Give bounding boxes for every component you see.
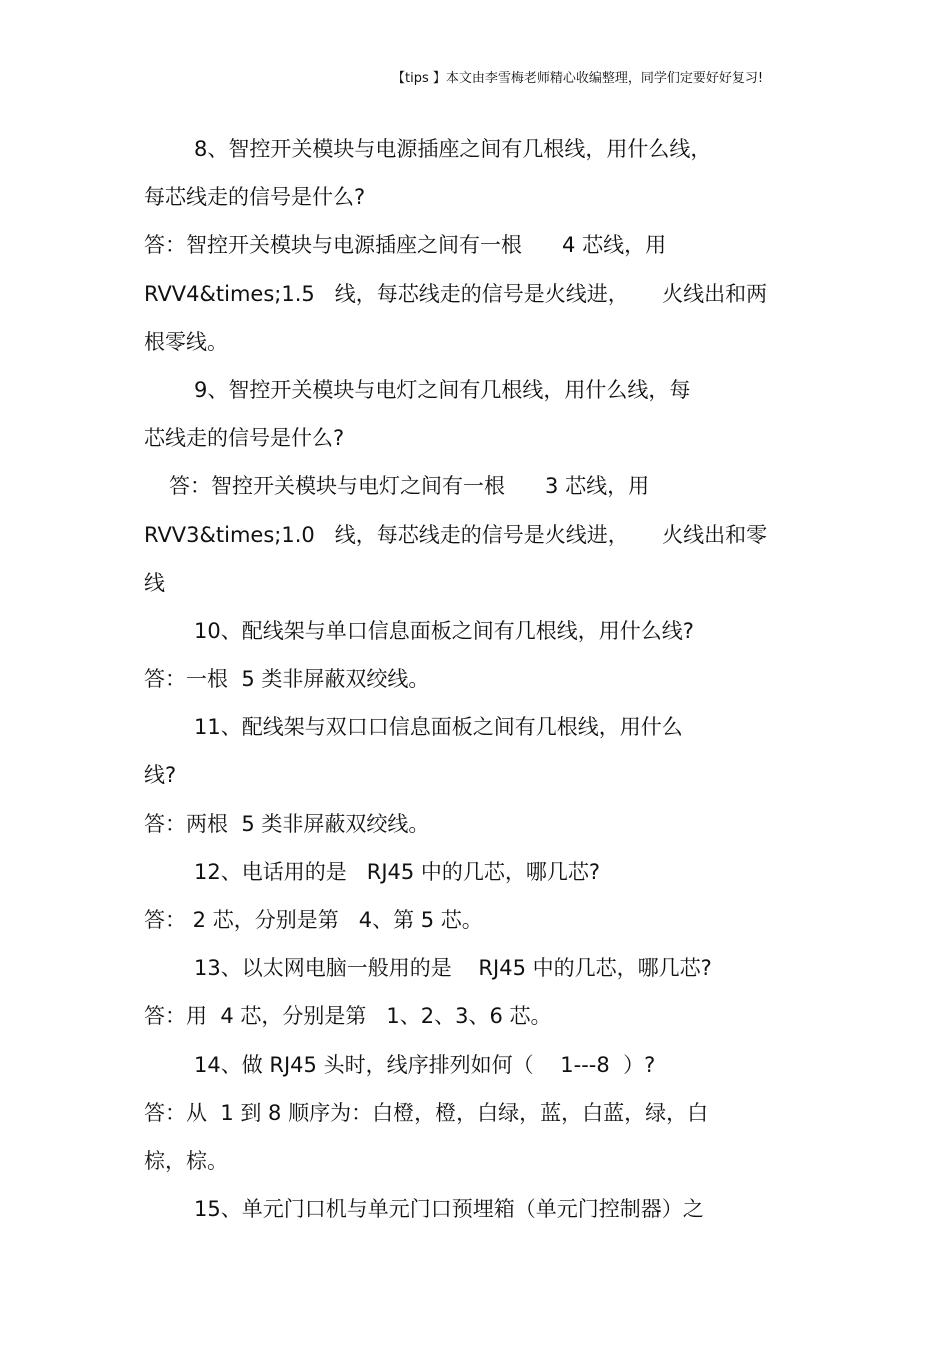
answer-8-line-1: 答：智控开关模块与电源插座之间有一根 4 芯线，用 [144,233,667,258]
document-body [144,125,804,1233]
answer-14-line-1: 答：从 1 到 8 顺序为：白橙，橙，白绿，蓝，白蓝，绿，白 [144,1100,709,1125]
answer-8-line-2: RVV4&times;1.5 线，每芯线走的信号是火线进， 火线出和两 [144,281,768,306]
answer-8-line-3: 根零线。 [144,329,228,354]
answer-9-line-3: 线 [144,570,165,595]
answer-11: 答：两根 5 类非屏蔽双绞线。 [144,811,430,836]
question-10: 10、配线架与单口信息面板之间有几根线，用什么线? [194,618,694,643]
answer-9-line-1: 答：智控开关模块与电灯之间有一根 3 芯线，用 [169,474,650,499]
question-9-line-2: 芯线走的信号是什么? [144,426,345,451]
question-8-line-1: 8、智控开关模块与电源插座之间有几根线，用什么线， [194,137,712,161]
question-13: 13、以太网电脑一般用的是 RJ45 中的几芯，哪几芯? [194,956,712,981]
header-tip: 【tips 】本文由李雪梅老师精心收编整理，同学们定要好好复习! [392,71,764,86]
question-15-line-1: 15、单元门口机与单元门口预埋箱（单元门控制器）之 [194,1197,704,1222]
question-8-line-2: 每芯线走的信号是什么? [144,185,366,210]
question-11-line-1: 11、配线架与双口口信息面板之间有几根线，用什么 [194,715,683,740]
answer-10: 答：一根 5 类非屏蔽双绞线。 [144,667,430,692]
answer-12: 答： 2 芯，分别是第 4、第 5 芯。 [144,908,483,932]
answer-14-line-2: 棕，棕。 [144,1148,228,1173]
question-12: 12、电话用的是 RJ45 中的几芯，哪几芯? [194,859,601,884]
question-9-line-1: 9、智控开关模块与电灯之间有几根线，用什么线，每 [194,377,691,402]
answer-13: 答：用 4 芯，分别是第 1、2、3、6 芯。 [144,1004,552,1029]
answer-9-line-2: RVV3&times;1.0 线，每芯线走的信号是火线进， 火线出和零 [144,522,768,547]
question-11-line-2: 线? [144,763,177,788]
question-14: 14、做 RJ45 头时，线序排列如何（ 1---8 ）? [194,1052,656,1077]
